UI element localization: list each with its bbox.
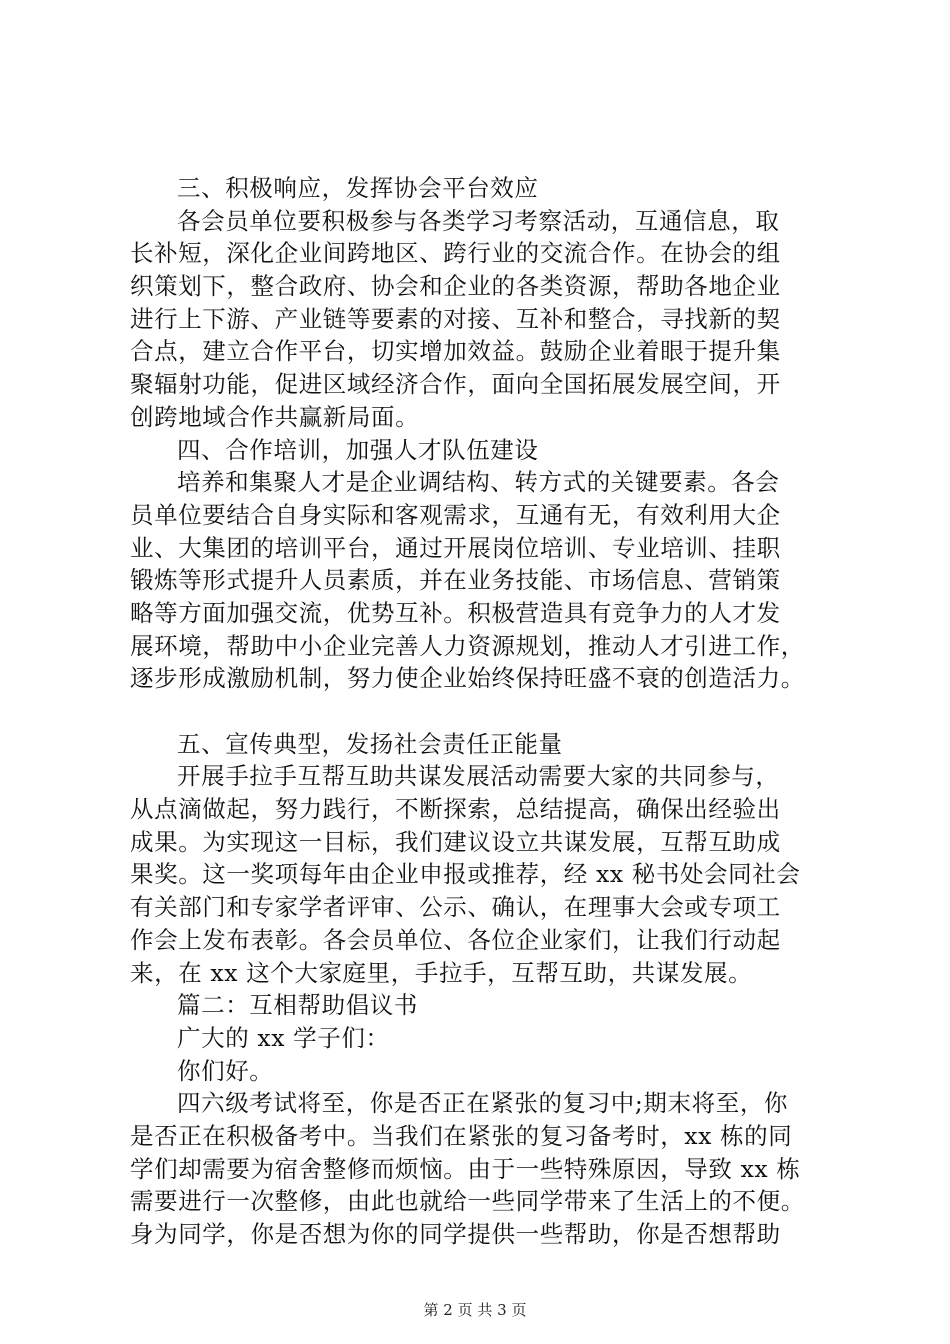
- paragraph-line: 进行上下游、产业链等要素的对接、互补和整合，寻找新的契: [130, 304, 781, 333]
- section-heading: 三、积极响应，发挥协会平台效应: [177, 174, 539, 202]
- paragraph-line: 需要进行一次整修，由此也就给一些同学带来了生活上的不便。: [130, 1187, 805, 1216]
- paragraph-line: 创跨地域合作共赢新局面。: [130, 402, 420, 431]
- paragraph-line: 成果。为实现这一目标，我们建议设立共谋发展，互帮互助成: [130, 827, 781, 856]
- paragraph-line: 作会上发布表彰。各会员单位、各位企业家们，让我们行动起: [130, 925, 781, 954]
- paragraph-line: 是否正在积极备考中。当我们在紧张的复习备考时，xx 栋的同: [130, 1121, 793, 1150]
- blank-line: [130, 695, 836, 728]
- paragraph-line: 学们却需要为宿舍整修而烦恼。由于一些特殊原因，导致 xx 栋: [130, 1154, 801, 1183]
- page-number: 第 2 页 共 3 页: [423, 1301, 527, 1319]
- paragraph-line: 身为同学，你是否想为你的同学提供一些帮助，你是否想帮助: [130, 1220, 781, 1248]
- article-title: 篇二：互相帮助倡议书: [177, 991, 418, 1020]
- paragraph-line: 聚辐射功能，促进区域经济合作，面向全国拓展发展空间，开: [130, 370, 781, 399]
- paragraph-line: 果奖。这一奖项每年由企业申报或推荐，经 xx 秘书处会同社会: [130, 860, 801, 889]
- paragraph-line: 开展手拉手互帮互助共谋发展活动需要大家的共同参与，: [177, 762, 780, 791]
- paragraph-line: 员单位要结合自身实际和客观需求，互通有无，有效利用大企: [130, 500, 781, 529]
- section-heading: 四、合作培训，加强人才队伍建设: [177, 435, 539, 464]
- paragraph-line: 来，在 xx 这个大家庭里，手拉手，互帮互助，共谋发展。: [130, 958, 753, 987]
- section-heading: 五、宣传典型，发扬社会责任正能量: [177, 729, 563, 758]
- salutation: 广大的 xx 学子们：: [177, 1023, 390, 1052]
- document-body: [130, 172, 836, 1251]
- paragraph-line: 略等方面加强交流，优势互补。积极营造具有竞争力的人才发: [130, 598, 781, 627]
- paragraph-line: 展环境，帮助中小企业完善人力资源规划，推动人才引进工作，: [130, 631, 805, 660]
- paragraph-line: 各会员单位要积极参与各类学习考察活动，互通信息，取: [177, 206, 780, 235]
- paragraph-line: 从点滴做起，努力践行，不断探索，总结提高，确保出经验出: [130, 795, 781, 824]
- paragraph-line: 逐步形成激励机制，努力使企业始终保持旺盛不衰的创造活力。: [130, 664, 805, 693]
- paragraph-line: 有关部门和专家学者评审、公示、确认，在理事大会或专项工: [130, 893, 781, 922]
- paragraph-line: 锻炼等形式提升人员素质，并在业务技能、市场信息、营销策: [130, 566, 781, 595]
- paragraph-line: 长补短，深化企业间跨地区、跨行业的交流合作。在协会的组: [130, 239, 781, 268]
- paragraph-line: 四六级考试将至，你是否正在紧张的复习中;期末将至，你: [177, 1089, 789, 1118]
- paragraph-line: 培养和集聚人才是企业调结构、转方式的关键要素。各会: [177, 468, 780, 497]
- greeting: 你们好。: [177, 1056, 274, 1085]
- paragraph-line: 合点，建立合作平台，切实增加效益。鼓励企业着眼于提升集: [130, 337, 781, 366]
- paragraph-line: 业、大集团的培训平台，通过开展岗位培训、专业培训、挂职: [130, 533, 781, 562]
- paragraph-line: 织策划下，整合政府、协会和企业的各类资源，帮助各地企业: [130, 272, 781, 301]
